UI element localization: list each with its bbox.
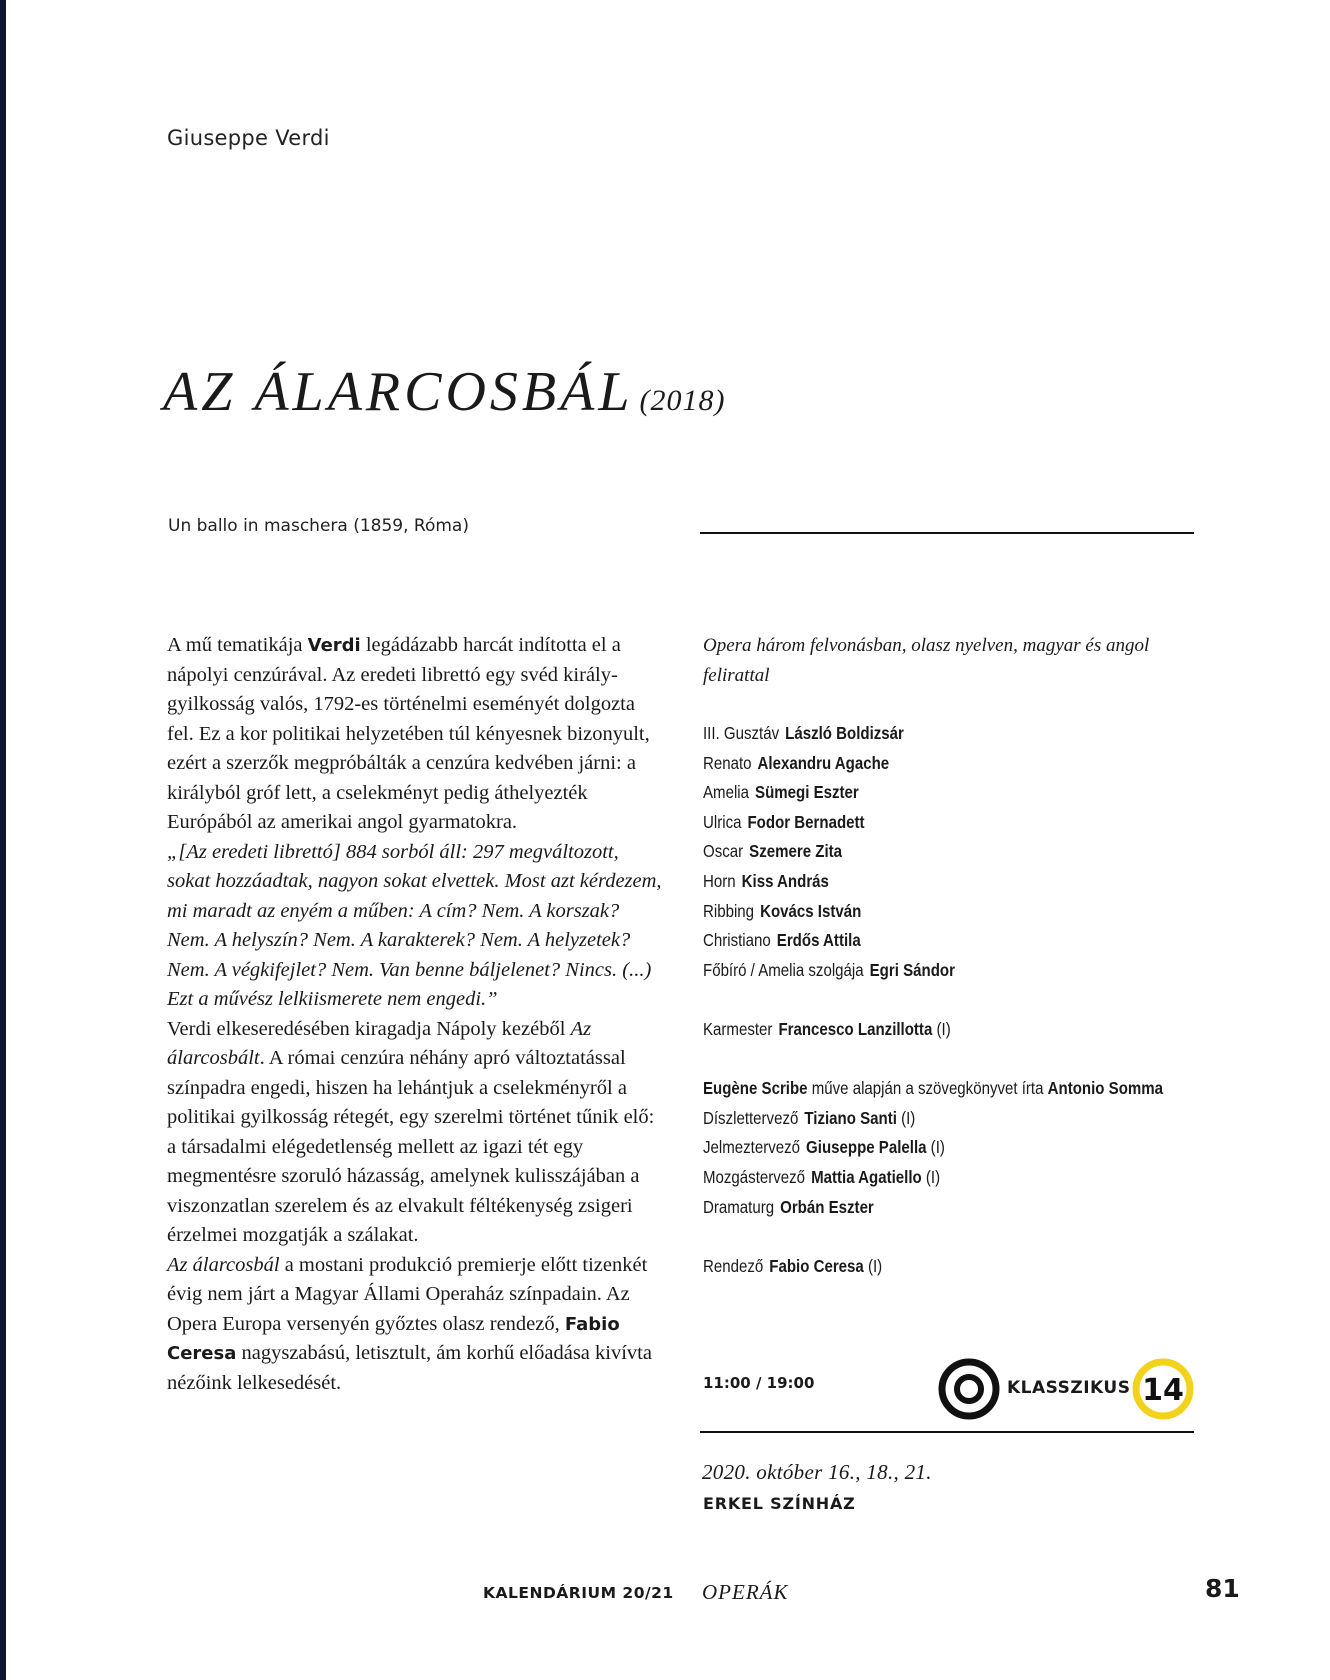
- work-title-italic: Az álarcosbált: [167, 1017, 592, 1069]
- venue-name: ERKEL SZÍNHÁZ: [703, 1494, 856, 1513]
- censor-text: Verdi elkeseredésében kiragadja Nápoly kezéből: [167, 1017, 571, 1040]
- paragraph-censorship: [167, 1015, 664, 1251]
- production-details: [703, 631, 1203, 1281]
- cast-row: Horn Kiss András: [703, 870, 829, 891]
- credits-list: [703, 719, 1203, 1281]
- crew-row: Dramaturg Orbán Eszter: [703, 1196, 874, 1217]
- director-row: Rendező Fabio Ceresa (I): [703, 1255, 883, 1276]
- production-text-cont: nagyszabású, letisztult, ám korhű előadása kivívta nézőink lelkesedését.: [167, 1342, 652, 1394]
- composer-name: Giuseppe Verdi: [167, 126, 330, 150]
- age-rating-number: 14: [1142, 1373, 1184, 1408]
- divider-top: [700, 532, 1194, 534]
- crew-row: Jelmeztervező Giuseppe Palella (I): [703, 1137, 945, 1158]
- footer-section: OPERÁK: [702, 1580, 789, 1604]
- censor-text-cont: . A római cenzúra néhány apró változtatással színpadra engedi, hiszen ha lehántjuk a cselekményről a politikai gyilkosság rétegét, egy szerelmi történet tűnik elő: a társadalmi elégedetlenség mellett az igazi tét egy megmentésre szoruló házasság, amelynek kulisszájában a viszonzatlan szerelem és az elvakult féltékenység zsigeri érzelmei mozgatják a szálakat.: [167, 1047, 655, 1246]
- target-icon: [938, 1358, 1000, 1420]
- title-text: AZ ÁLARCOSBÁL: [163, 361, 634, 423]
- verdi-quote: „[Az eredeti librettó] 884 sorból áll: 297 megváltozott, sokat hozzáadtak, nagyon sokat elvettek. Most azt kérdezem, mi maradt az enyém a műben: A cím? Nem. A korszak? Nem. A helyszín? Nem. A karakterek? Nem. A helyzetek? Nem. A végkifejlet? Nem. Van benne báljelenet? Nincs. (...) Ezt a művész lelkiismerete nem engedi.”: [167, 840, 662, 1010]
- intro-text-cont: legádázabb harcát indította el a nápolyi cenzúrával. Az eredeti librettó egy svéd király-gyilkosság valós, 1792-es történelmi eseményét dolgozta fel. Ez a kor politikai helyzetében túl kényesnek bizonyult, ezért a szerzők megpróbálták a cenzúra kedvében járni: a királyból gróf lett, a cselekményt pedig áthelyezték Európából az amerikai angol gyarmatokra.: [167, 634, 650, 833]
- intro-text: A mű tematikája: [167, 634, 308, 656]
- verdi-bold: Verdi: [307, 635, 361, 656]
- paragraph-intro: [167, 631, 664, 838]
- cast-row: Főbíró / Amelia szolgája Egri Sándor: [703, 959, 955, 980]
- article-body: [167, 631, 664, 1398]
- title-year: (2018): [639, 384, 726, 417]
- director-bold: Fabio Ceresa: [167, 1313, 620, 1364]
- original-title: Un ballo in maschera (1859, Róma): [168, 516, 469, 536]
- series-label: KLASSZIKUS: [1007, 1378, 1131, 1398]
- page-title: [163, 360, 725, 424]
- cast-row: Christiano Erdős Attila: [703, 930, 861, 951]
- performance-dates: 2020. október 16., 18., 21.: [702, 1460, 932, 1484]
- cast-row: Ribbing Kovács István: [703, 900, 862, 921]
- work-title-italic-2: Az álarcosbál: [167, 1253, 280, 1276]
- paragraph-production: [167, 1251, 664, 1399]
- cast-row: Oscar Szemere Zita: [703, 841, 843, 862]
- cast-row: III. Gusztáv László Boldizsár: [703, 723, 904, 743]
- conductor-row: Karmester Francesco Lanzillotta (I): [703, 1018, 951, 1039]
- left-edge-bar: [0, 0, 6, 1680]
- footer-publication: KALENDÁRIUM 20/21: [483, 1584, 674, 1602]
- crew-row: Mozgástervező Mattia Agatiello (I): [703, 1166, 941, 1187]
- age-rating-badge: [1132, 1358, 1194, 1420]
- production-text: a mostani produkció premierje előtt tizenkét évig nem járt a Magyar Állami Operaház színpadain. Az Opera Europa versenyén győztes olasz rendező,: [167, 1253, 648, 1335]
- crew-row: Díszlettervező Tiziano Santi (I): [703, 1107, 916, 1128]
- performance-times: 11:00 / 19:00: [703, 1374, 815, 1392]
- libretto-row: Eugène Scribe műve alapján a szövegkönyvet írta Antonio Somma: [703, 1078, 1164, 1099]
- cast-row: Amelia Sümegi Eszter: [703, 782, 859, 803]
- page-number: 81: [1205, 1574, 1240, 1603]
- cast-row: Ulrica Fodor Bernadett: [703, 811, 865, 832]
- opera-subtitle: Opera három felvonásban, olasz nyelven, magyar és angol felirattal: [703, 635, 1150, 686]
- cast-row: Renato Alexandru Agache: [703, 752, 890, 773]
- divider-bottom: [700, 1431, 1194, 1433]
